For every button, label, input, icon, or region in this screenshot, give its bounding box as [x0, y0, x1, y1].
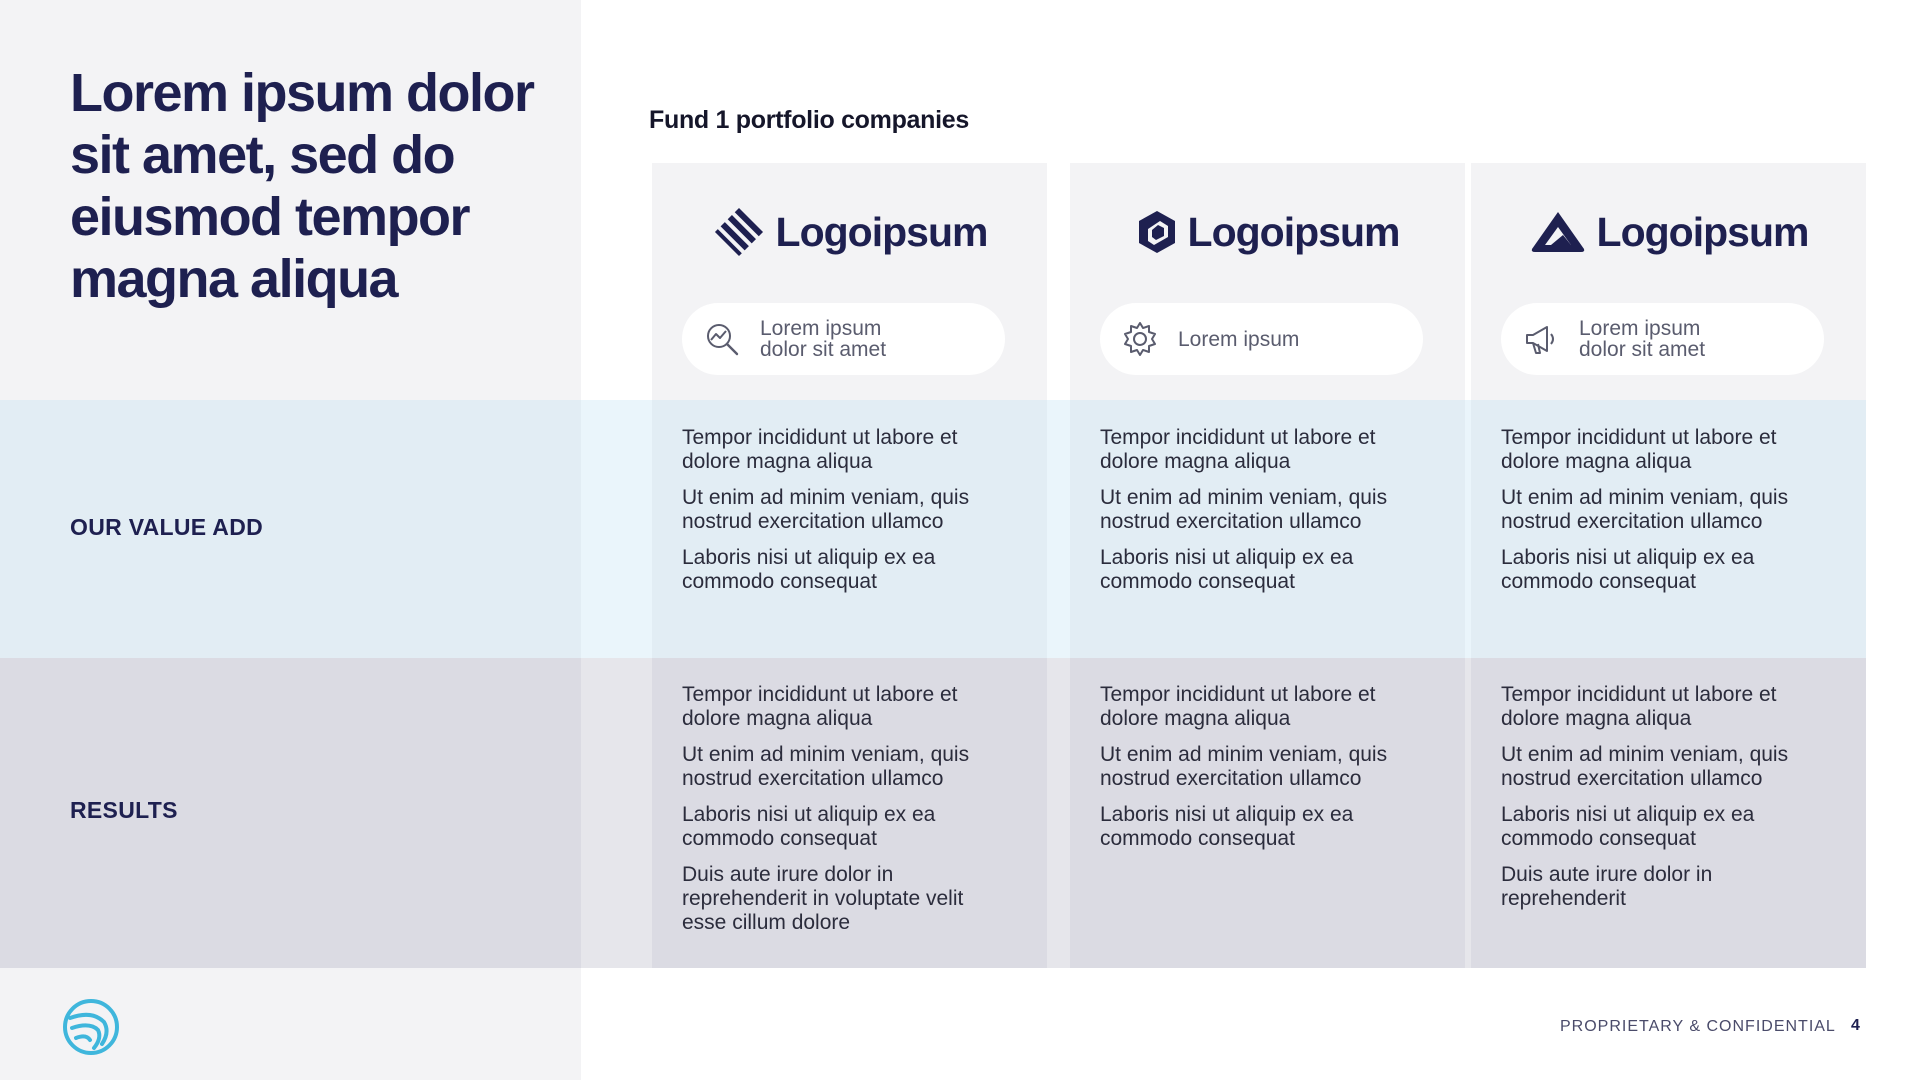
pill-line: Lorem ipsum — [760, 317, 882, 340]
value-add-item: Laboris nisi ut aliquip ex ea commodo consequat — [682, 546, 936, 593]
results-item: Tempor incididunt ut labore et dolore magna aliqua — [1501, 683, 1777, 730]
diamond-stripes-icon — [712, 205, 766, 259]
value-add-item: Tempor incididunt ut labore et dolore magna aliqua — [1501, 426, 1777, 473]
value-add-item: Tempor incididunt ut labore et dolore magna aliqua — [1100, 426, 1376, 473]
results-item: Ut enim ad minim veniam, quis nostrud exercitation ullamco — [682, 743, 970, 790]
results-item: Ut enim ad minim veniam, quis nostrud exercitation ullamco — [1501, 743, 1789, 790]
results-list — [1501, 683, 1831, 923]
category-pill — [1100, 303, 1423, 375]
brand-swoosh-icon — [62, 998, 120, 1056]
company-logo — [1070, 201, 1465, 263]
results-item: Laboris nisi ut aliquip ex ea commodo consequat — [682, 803, 936, 850]
section-title: Fund 1 portfolio companies — [649, 106, 969, 134]
results-item: Duis aute irure dolor in reprehenderit — [1501, 863, 1713, 910]
category-pill — [682, 303, 1005, 375]
value-add-list — [682, 426, 1012, 606]
value-add-list — [1501, 426, 1831, 606]
value-add-list — [1100, 426, 1430, 606]
value-add-item: Ut enim ad minim veniam, quis nostrud exercitation ullamco — [1100, 486, 1388, 533]
pill-line: dolor sit amet — [1579, 338, 1706, 361]
category-pill — [1501, 303, 1824, 375]
company-column-2 — [1070, 163, 1465, 968]
results-list — [1100, 683, 1430, 863]
results-item: Tempor incididunt ut labore et dolore magna aliqua — [682, 683, 958, 730]
category-pill-text — [1178, 329, 1299, 350]
company-logo — [1471, 201, 1866, 263]
row-label-value-add: OUR VALUE ADD — [70, 514, 264, 540]
row-label-results: RESULTS — [70, 797, 178, 823]
results-item: Ut enim ad minim veniam, quis nostrud exercitation ullamco — [1100, 743, 1388, 790]
results-list — [682, 683, 1012, 947]
company-logo — [652, 201, 1047, 263]
company-column-3 — [1471, 163, 1866, 968]
pill-line: Lorem ipsum — [1579, 317, 1701, 340]
mountain-icon — [1529, 209, 1587, 255]
value-add-item: Tempor incididunt ut labore et dolore magna aliqua — [682, 426, 958, 473]
confidential-label: PROPRIETARY & CONFIDENTIAL — [1560, 1018, 1836, 1035]
search-analytics-icon — [702, 319, 742, 359]
results-item: Duis aute irure dolor in reprehenderit in voluptate velit esse cillum dolore — [682, 863, 964, 934]
results-item: Laboris nisi ut aliquip ex ea commodo consequat — [1100, 803, 1354, 850]
company-column-1 — [652, 163, 1047, 968]
results-item: Tempor incididunt ut labore et dolore magna aliqua — [1100, 683, 1376, 730]
page-number: 4 — [1851, 1017, 1860, 1034]
megaphone-icon — [1521, 319, 1561, 359]
value-add-item: Laboris nisi ut aliquip ex ea commodo consequat — [1501, 546, 1755, 593]
hexagon-icon — [1136, 209, 1178, 255]
gear-icon — [1120, 319, 1160, 359]
slide-title: Lorem ipsum dolor sit amet, sed do eiusmod tempor magna aliqua — [70, 63, 534, 309]
category-pill-text — [1579, 318, 1705, 360]
value-add-item: Ut enim ad minim veniam, quis nostrud exercitation ullamco — [682, 486, 970, 533]
company-logo-text: Logoipsum — [775, 208, 988, 255]
pill-line: Lorem ipsum — [1178, 327, 1300, 351]
company-logo-text: Logoipsum — [1596, 208, 1809, 255]
value-add-item: Laboris nisi ut aliquip ex ea commodo consequat — [1100, 546, 1354, 593]
results-item: Laboris nisi ut aliquip ex ea commodo consequat — [1501, 803, 1755, 850]
company-logo-text: Logoipsum — [1187, 208, 1400, 255]
pill-line: dolor sit amet — [760, 338, 887, 361]
value-add-item: Ut enim ad minim veniam, quis nostrud exercitation ullamco — [1501, 486, 1789, 533]
category-pill-text — [760, 318, 886, 360]
